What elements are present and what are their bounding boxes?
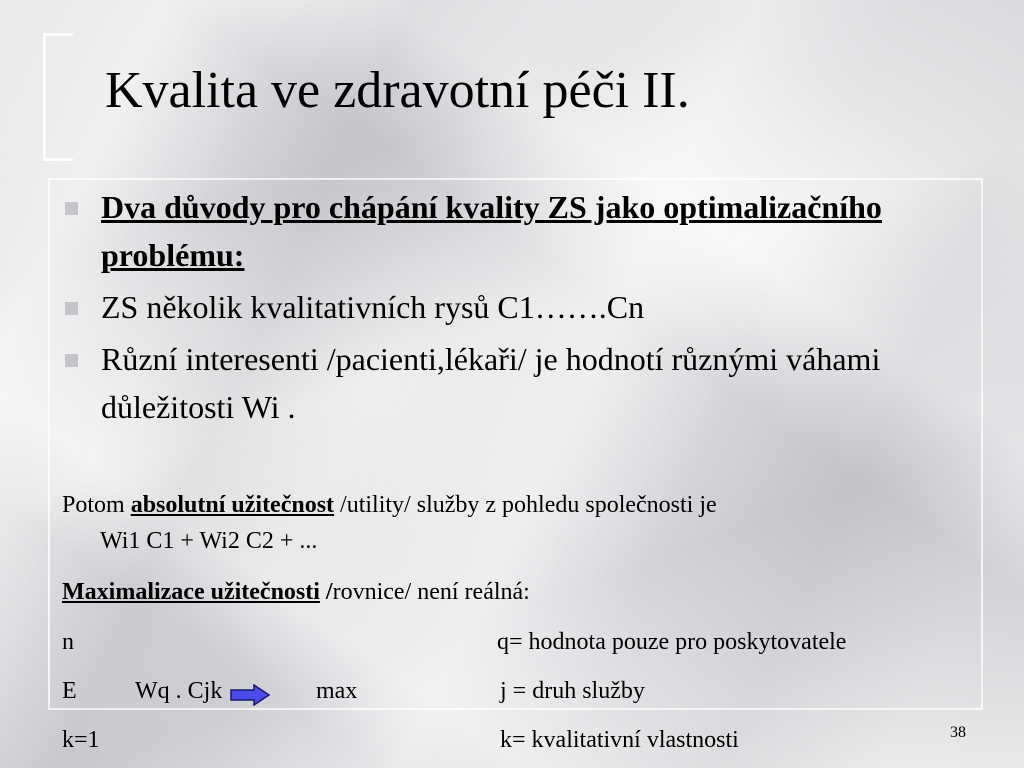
bullet-square-icon bbox=[65, 354, 78, 367]
utility-formula: Wi1 C1 + Wi2 C2 + ... bbox=[100, 528, 318, 554]
bullet-text: ZS několik kvalitativních rysů C1…….Cn bbox=[101, 289, 645, 325]
weighted-term-text: Wq . Cjk bbox=[135, 678, 223, 704]
utility-term: absolutní užitečnost bbox=[130, 492, 335, 518]
k-definition: k= kvalitativní vlastnosti bbox=[500, 727, 739, 753]
bullet-heading: Dva důvody pro chápání kvality ZS jako optimalizačního problému: bbox=[101, 189, 882, 273]
utility-suffix: /utility/ služby z pohledu společnosti je bbox=[334, 492, 717, 518]
maximization-slash: / bbox=[319, 579, 333, 605]
q-definition: q= hodnota pouze pro poskytovatele bbox=[497, 629, 847, 655]
maximization-suffix: rovnice/ není reálná: bbox=[332, 579, 530, 605]
bullet-item bbox=[58, 183, 938, 279]
utility-paragraph bbox=[62, 487, 1002, 559]
max-label: max bbox=[316, 678, 358, 704]
bullet-item bbox=[58, 335, 938, 431]
slide-number: 38 bbox=[950, 724, 966, 741]
bullet-square-icon bbox=[65, 202, 78, 215]
bullet-square-icon bbox=[65, 302, 78, 315]
bullet-text: Různí interesenti /pacienti,lékaři/ je hodnotí různými váhami důležitosti Wi . bbox=[101, 341, 881, 425]
sum-lower-limit: k=1 bbox=[62, 727, 100, 753]
sum-upper-limit: n bbox=[62, 629, 74, 655]
maximization-term: Maximalizace užitečnosti bbox=[62, 579, 320, 605]
bullet-list bbox=[58, 183, 938, 435]
sum-symbol: E bbox=[62, 678, 77, 704]
utility-prefix: Potom bbox=[62, 492, 131, 518]
bullet-item bbox=[58, 283, 938, 331]
maximization-paragraph bbox=[62, 574, 530, 610]
weighted-term bbox=[135, 673, 274, 709]
j-definition: j = druh služby bbox=[500, 678, 645, 704]
title-frame-decoration bbox=[43, 33, 73, 161]
slide-title: Kvalita ve zdravotní péči II. bbox=[105, 62, 690, 119]
arrow-right-icon bbox=[230, 681, 270, 703]
